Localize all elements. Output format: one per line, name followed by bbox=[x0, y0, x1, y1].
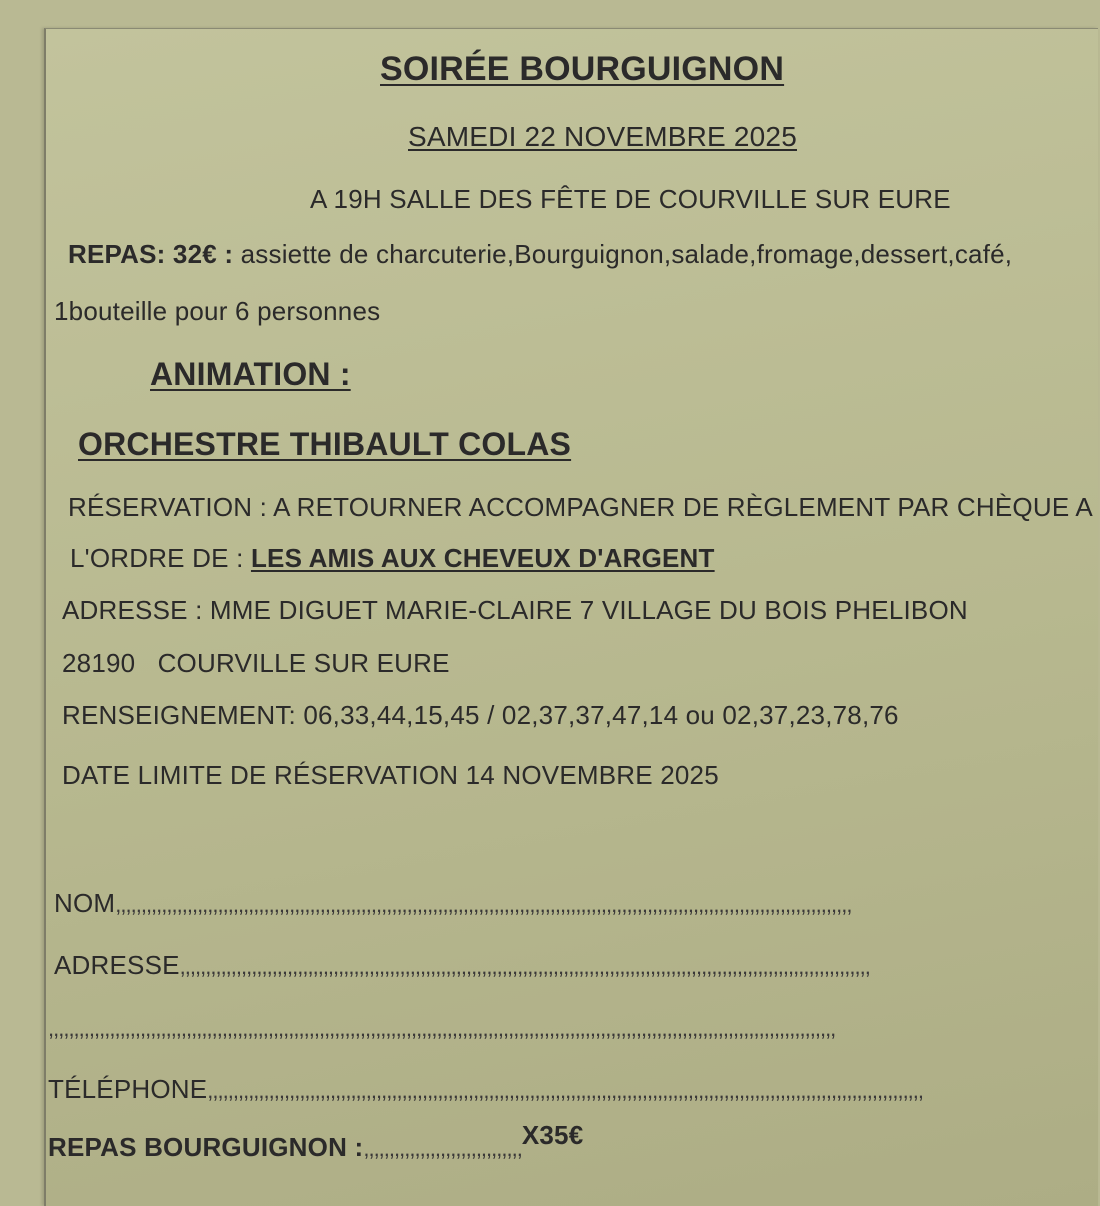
form-phone-row bbox=[48, 1074, 923, 1105]
meal-line bbox=[68, 239, 1012, 270]
reservation-order-prefix: L'ORDRE DE : bbox=[70, 543, 244, 573]
form-meal-order-dots: ,,,,,,,,,,,,,,,,,,,,,,,,,,,,,,, bbox=[363, 1136, 522, 1161]
event-venue: A 19H SALLE DES FÊTE DE COURVILLE SUR EURE bbox=[310, 184, 951, 214]
meal-price-label: REPAS: 32€ : bbox=[68, 239, 234, 269]
meal-wine: 1bouteille pour 6 personnes bbox=[54, 296, 381, 326]
form-address-row bbox=[54, 950, 870, 981]
form-address-dots: ,,,,,,,,,,,,,,,,,,,,,,,,,,,,,,,,,,,,,,,,,,,,,,,,,,,,,,,,,,,,,,,,,,,,,,,,,,,,,,,,,,,,,,,,,,,,,,,,,,,,,,,,,,,,,,,,,,,,,,,,,,,,,,,,,,,,,,, bbox=[179, 954, 870, 979]
form-name-label: NOM bbox=[54, 888, 116, 918]
form-name-row bbox=[54, 888, 851, 919]
form-name-dots: ,,,,,,,,,,,,,,,,,,,,,,,,,,,,,,,,,,,,,,,,,,,,,,,,,,,,,,,,,,,,,,,,,,,,,,,,,,,,,,,,,,,,,,,,,,,,,,,,,,,,,,,,,,,,,,,,,,,,,,,,,,,,,,,,,,,,,,,,,,,,,,,, bbox=[115, 892, 852, 917]
address-line-2: 28190 COURVILLE SUR EURE bbox=[62, 648, 450, 678]
form-meal-order-label: REPAS BOURGUIGNON : bbox=[48, 1132, 364, 1162]
reservation-deadline: DATE LIMITE DE RÉSERVATION 14 NOVEMBRE 2025 bbox=[62, 760, 719, 790]
reservation-payee: LES AMIS AUX CHEVEUX D'ARGENT bbox=[250, 543, 715, 573]
orchestra-name: ORCHESTRE THIBAULT COLAS bbox=[78, 426, 572, 462]
form-meal-order-price: X35€ bbox=[521, 1120, 584, 1150]
reservation-order-line bbox=[70, 543, 715, 574]
event-date: SAMEDI 22 NOVEMBRE 2025 bbox=[408, 121, 797, 152]
event-title: SOIRÉE BOURGUIGNON bbox=[380, 50, 785, 88]
info-phones: RENSEIGNEMENT: 06,33,44,15,45 / 02,37,37,47,14 ou 02,37,23,78,76 bbox=[62, 700, 899, 730]
reservation-instructions: RÉSERVATION : A RETOURNER ACCOMPAGNER DE RÈGLEMENT PAR CHÈQUE A bbox=[68, 492, 1093, 522]
form-address-row-2 bbox=[48, 1012, 835, 1043]
form-meal-order-row bbox=[48, 1120, 584, 1163]
form-phone-dots: ,,,,,,,,,,,,,,,,,,,,,,,,,,,,,,,,,,,,,,,,,,,,,,,,,,,,,,,,,,,,,,,,,,,,,,,,,,,,,,,,,,,,,,,,,,,,,,,,,,,,,,,,,,,,,,,,,,,,,,,,,,,,,,,,,,,,,,,,,,,, bbox=[207, 1078, 924, 1103]
form-address-label: ADRESSE bbox=[54, 950, 180, 980]
animation-heading: ANIMATION : bbox=[150, 356, 351, 392]
address-line-1: ADRESSE : MME DIGUET MARIE-CLAIRE 7 VILLAGE DU BOIS PHELIBON bbox=[62, 595, 968, 625]
form-address-dots-2: ,,,,,,,,,,,,,,,,,,,,,,,,,,,,,,,,,,,,,,,,,,,,,,,,,,,,,,,,,,,,,,,,,,,,,,,,,,,,,,,,,,,,,,,,,,,,,,,,,,,,,,,,,,,,,,,,,,,,,,,,,,,,,,,,,,,,,,,,,,,,,,,,,,,,,,,,,, bbox=[48, 1016, 836, 1041]
meal-items: assiette de charcuterie,Bourguignon,salade,fromage,dessert,café, bbox=[240, 239, 1013, 269]
form-phone-label: TÉLÉPHONE bbox=[48, 1074, 208, 1104]
